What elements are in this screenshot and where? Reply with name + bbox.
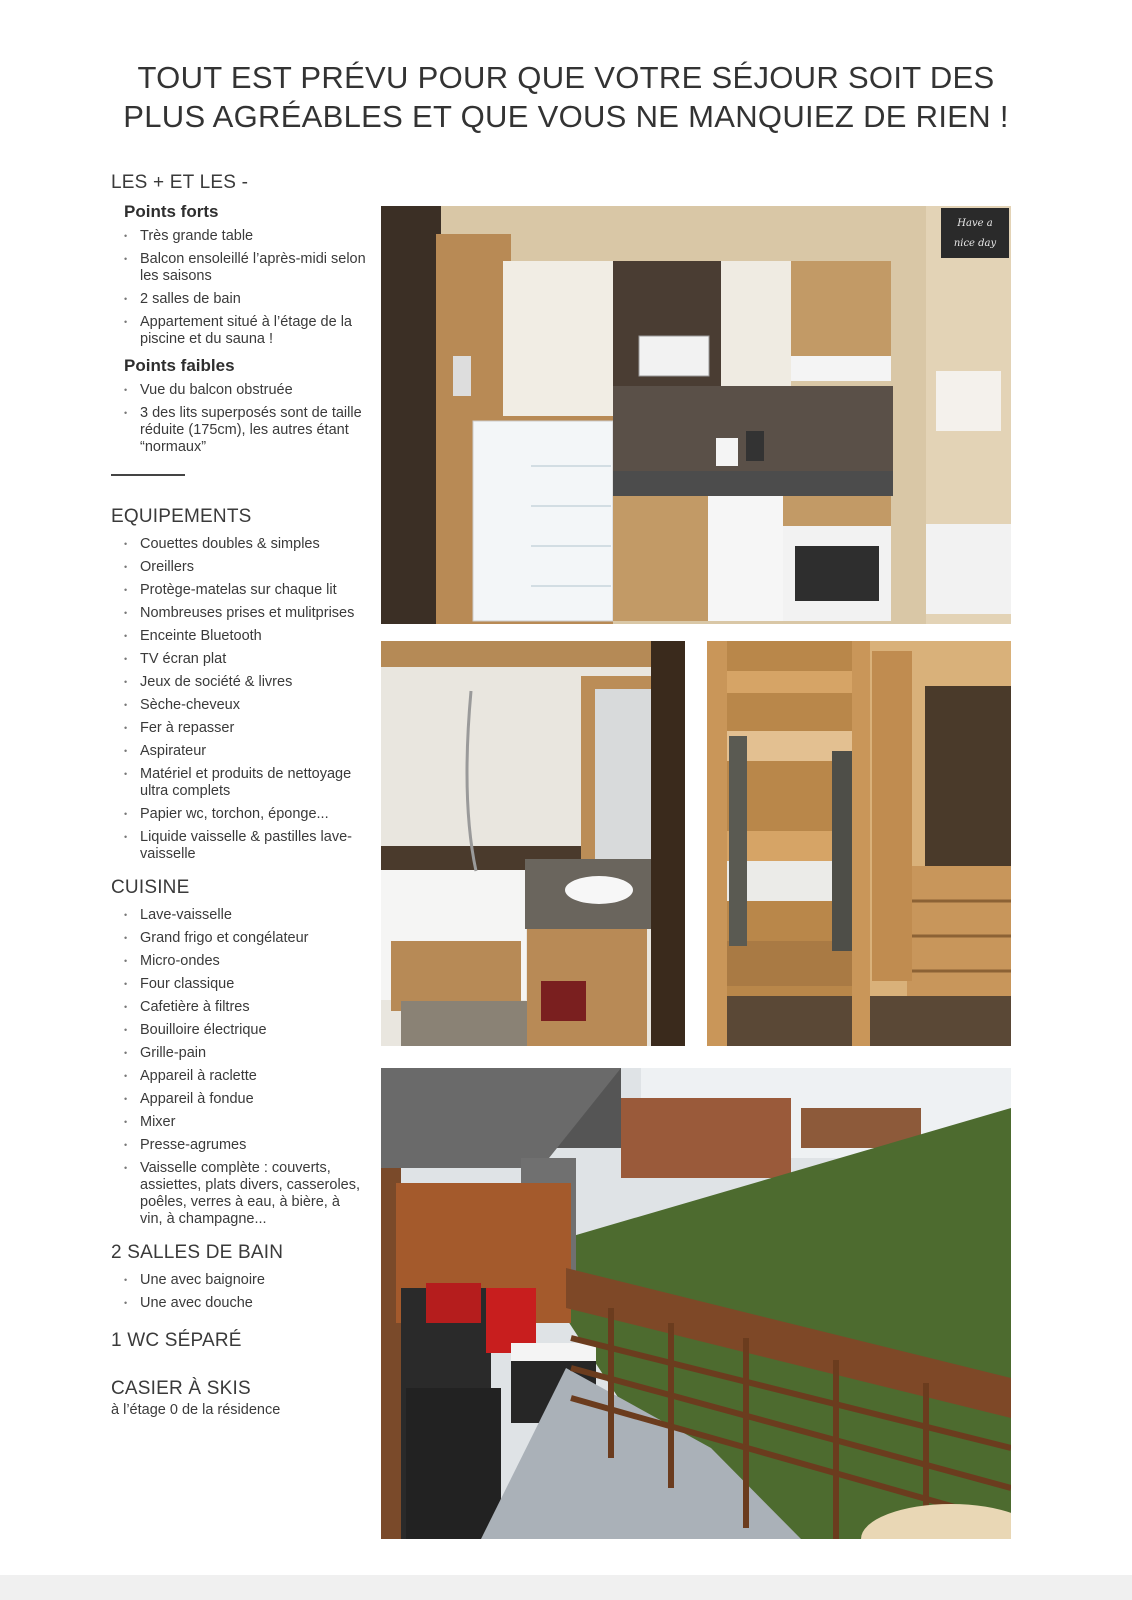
list-item: • TV écran plat [124,651,366,668]
list-item: • Appartement situé à l’étage de la piscine et du sauna ! [124,314,366,348]
list-item: • Liquide vaisselle & pastilles lave-vaisselle [124,829,366,863]
equipment-list [111,536,366,863]
list-item: • Une avec baignoire [124,1272,366,1289]
page-headline [0,58,1132,136]
section-divider [111,474,185,476]
list-item: • Grand frigo et congélateur [124,930,366,947]
list-item: • Bouilloire électrique [124,1022,366,1039]
list-item: • Oreillers [124,559,366,576]
list-item: • Grille-pain [124,1045,366,1062]
list-item: • Micro-ondes [124,953,366,970]
equipment-title: EQUIPEMENTS [111,506,252,527]
list-item: • Appareil à fondue [124,1091,366,1108]
kitchen-title: CUISINE [111,877,190,898]
headline-line-2: PLUS AGRÉABLES ET QUE VOUS NE MANQUIEZ DE RIEN ! [123,99,1009,134]
list-item: • Fer à repasser [124,720,366,737]
ski-locker-title: CASIER À SKIS [111,1378,251,1399]
list-item: • Nombreuses prises et mulitprises [124,605,366,622]
list-item: • Lave-vaisselle [124,907,366,924]
list-item: • 3 des lits superposés sont de taille réduite (175cm), les autres étant “normaux” [124,405,366,456]
list-item: • Papier wc, torchon, éponge... [124,806,366,823]
strengths-list [111,228,366,348]
page-bottom-strip [0,1575,1132,1600]
list-item: • Couettes doubles & simples [124,536,366,553]
list-item: • Mixer [124,1114,366,1131]
headline-line-1: TOUT EST PRÉVU POUR QUE VOTRE SÉJOUR SOIT DES [137,60,995,95]
list-item: • Cafetière à filtres [124,999,366,1016]
strengths-title: Points forts [124,202,219,221]
weaknesses-title: Points faibles [124,356,235,375]
list-item: • Vaisselle complète : couverts, assiettes, plats divers, casseroles, poêles, verres à eau, à bière, à vin, à champagne... [124,1160,366,1228]
list-item: • Très grande table [124,228,366,245]
list-item: • Enceinte Bluetooth [124,628,366,645]
list-item: • 2 salles de bain [124,291,366,308]
weaknesses-list [111,382,366,456]
list-item: • Protège-matelas sur chaque lit [124,582,366,599]
wc-title: 1 WC SÉPARÉ [111,1330,242,1351]
list-item: • Four classique [124,976,366,993]
kitchen-list [111,907,366,1228]
bathrooms-list [111,1272,366,1312]
balcony-photo [381,1068,1011,1539]
kitchen-photo [381,206,1011,624]
list-item: • Aspirateur [124,743,366,760]
ski-locker-note: à l’étage 0 de la résidence [111,1402,281,1418]
bathroom-photo [381,641,685,1046]
list-item: • Appareil à raclette [124,1068,366,1085]
svg-text:Have a: Have a [957,218,993,229]
list-item: • Une avec douche [124,1295,366,1312]
list-item: • Matériel et produits de nettoyage ultra complets [124,766,366,800]
svg-text:nice day: nice day [953,238,997,249]
bunk-beds-photo [707,641,1011,1046]
list-item: • Presse-agrumes [124,1137,366,1154]
pros-cons-title: LES + ET LES - [111,172,249,193]
list-item: • Balcon ensoleillé l’après-midi selon les saisons [124,251,366,285]
list-item: • Jeux de société & livres [124,674,366,691]
features-column [111,172,366,1418]
list-item: • Sèche-cheveux [124,697,366,714]
bathrooms-title: 2 SALLES DE BAIN [111,1242,284,1263]
list-item: • Vue du balcon obstruée [124,382,366,399]
